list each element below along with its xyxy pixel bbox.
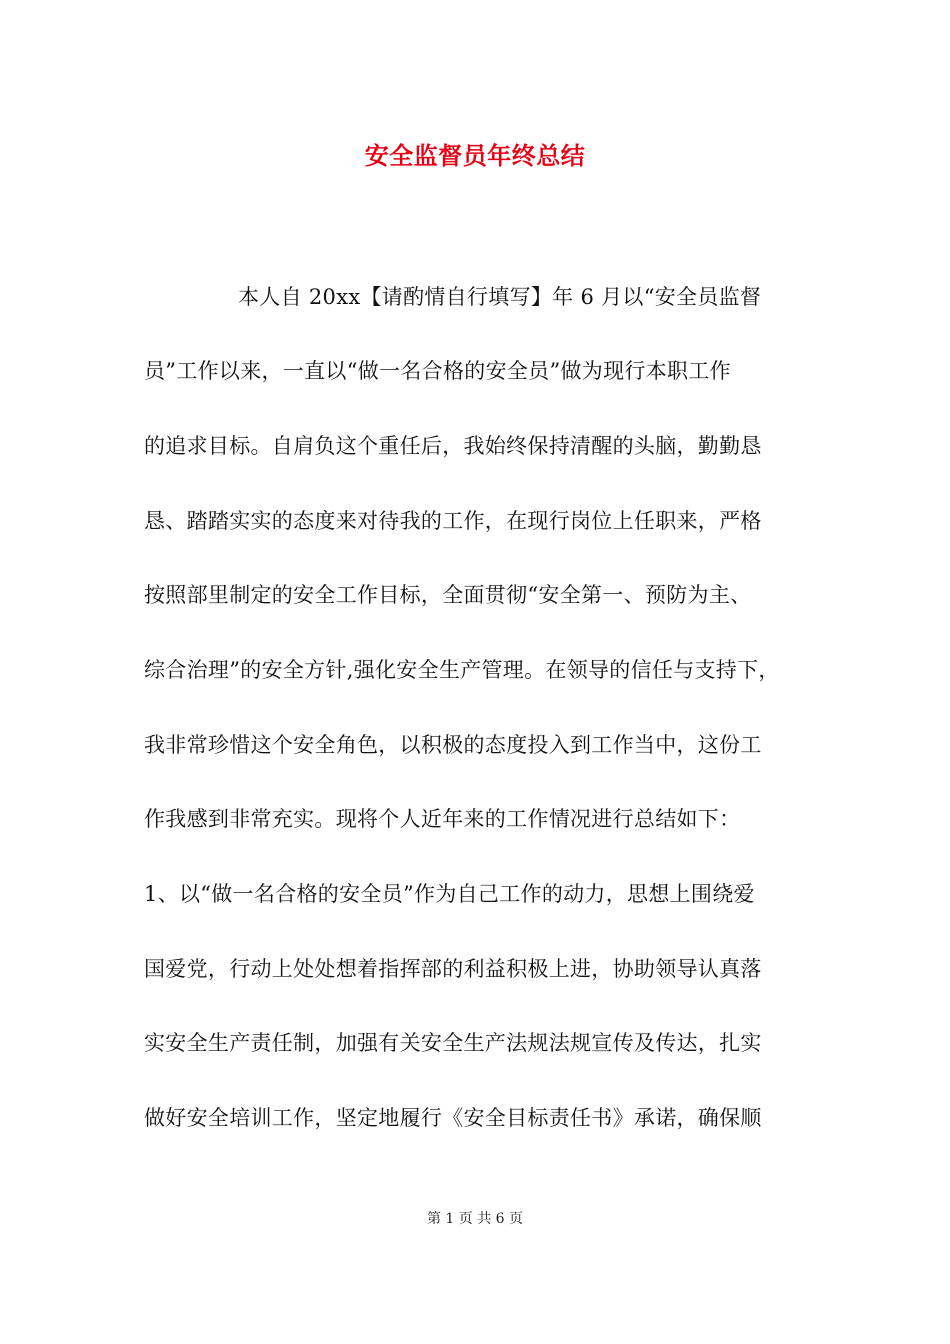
body-line-12: 做好安全培训工作，坚定地履行《安全目标责任书》承诺，确保顺 bbox=[144, 1106, 762, 1130]
body-line-9: 1、以“做一名合格的安全员”作为自己工作的动力，思想上围绕爱 bbox=[144, 882, 755, 906]
body-line-10: 国爱党，行动上处处想着指挥部的利益积极上进，协助领导认真落 bbox=[144, 957, 762, 981]
document-title: 安全监督员年终总结 bbox=[364, 141, 586, 170]
page-number-footer: 第 1 页 共 6 页 bbox=[426, 1211, 524, 1227]
body-line-8: 作我感到非常充实。现将个人近年来的工作情况进行总结如下： bbox=[144, 807, 741, 831]
body-line-11: 实安全生产责任制，加强有关安全生产法规法规宣传及传达，扎实 bbox=[144, 1031, 762, 1055]
body-line-7: 我非常珍惜这个安全角色，以积极的态度投入到工作当中，这份工 bbox=[144, 733, 762, 757]
body-line-1: 本人自 20xx【请酌情自行填写】年 6 月以“安全员监督 bbox=[238, 285, 762, 309]
body-line-6: 综合治理”的安全方针,强化安全生产管理。在领导的信任与支持下， bbox=[144, 658, 780, 682]
body-line-4: 恳、踏踏实实的态度来对待我的工作，在现行岗位上任职来，严格 bbox=[144, 509, 762, 533]
body-line-5: 按照部里制定的安全工作目标，全面贯彻“安全第一、预防为主、 bbox=[144, 583, 752, 607]
body-line-2: 员”工作以来，一直以“做一名合格的安全员”做为现行本职工作 bbox=[144, 359, 731, 383]
body-line-3: 的追求目标。自肩负这个重任后，我始终保持清醒的头脑，勤勤恳 bbox=[144, 434, 762, 458]
